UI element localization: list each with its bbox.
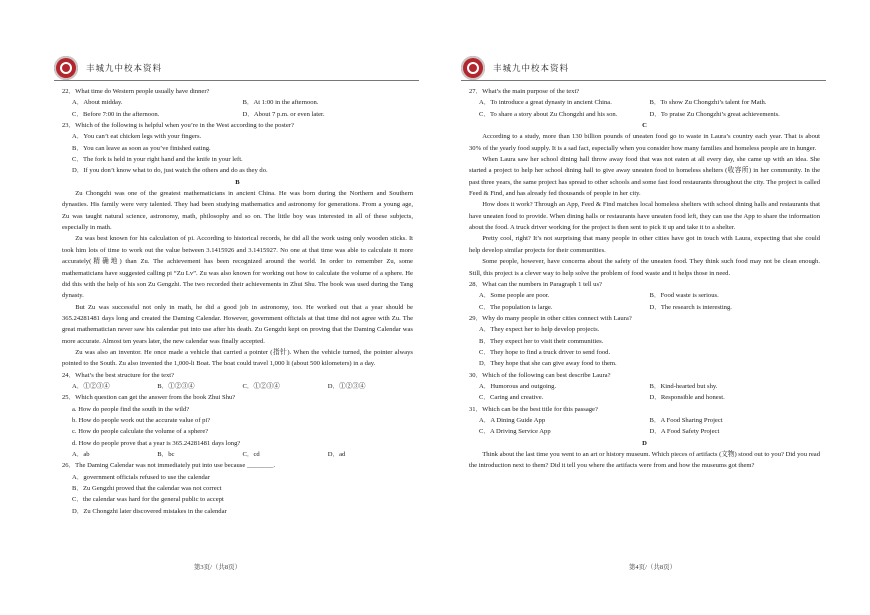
answer-option-row [469,109,820,120]
question-text: 29．Why do many people in other cities connect with Laura? [469,314,632,322]
answer-option: C．cd [242,451,260,458]
answer-option: A．①②③④ [72,382,110,390]
answer-option: D．Zu Chongzhi later discovered mistakes in the calendar [72,507,227,515]
question-text: 24．What’s the best structure for the text? [62,371,175,379]
passage-paragraph: But Zu was successful not only in math, he did a good job in astronomy, too. He worked out that a year should be 365.24281481 days long and created the Daming Calendar. However, government officials at that time did not agree with Zu. The great mathematician never saw his calendar put into use after his death. Zu Gengzhi kept on proving that the Daming Calendar was more accurate. Almost ten years later, the new calendar was finally accepted. [62,303,415,345]
passage-paragraph: When Laura saw her school dining hall throw away food that was not eaten at all every day, she came up with an idea. She started a project to help her school dining hall to give away uneaten food to homeless shelters (收容所) in her community. In the past three years, the same project has spread to other schools and some fast food restaurants throughout the city. The project is called Feed & Find, and has already fed thousands of people in her city. [469,156,822,198]
question-text: 30．Which of the following can best describe Laura? [469,371,611,379]
answer-option: A．Humorous and outgoing. [479,382,557,390]
answer-option-row [62,381,413,392]
answer-option: D．They hope that she can give away food to them. [479,360,617,368]
answer-option: A．They expect her to help develop projects. [479,326,600,334]
answer-option: D．A Food Safety Project [649,428,720,436]
answer-option-row [62,449,413,460]
answer-option: C．The population is large. [479,303,553,311]
sub-question: d. How do people prove that a year is 365.24281481 days long? [72,439,241,447]
answer-option: B．Zu Gengzhi proved that the calendar was not correct [72,485,222,493]
answer-option: C．Caring and creative. [479,394,544,402]
header-title: 丰城九中校本资料 [86,64,163,74]
answer-option: C．To share a story about Zu Chongzhi and his son. [479,110,618,118]
passage-paragraph: Zu was best known for his calculation of pi. According to historical records, he did all the work using only wooden sticks. It took him lots of time to work out the value between 3.1415926 and 3.1415927. No one at that time was able to calculate it more accurately(精确地) than Zu. The achievement has been recognized around the world. In order to remember Zu, some mathematicians have suggested calling pi “Zu Lv”. Zu was also known for working out how to calculate the volume of a sphere. He did this with the help of his son Zu Gengzhi. The two recorded their achievements in Zhui Shu. The book was used during the Tang dynasty. [62,235,415,300]
answer-option: C．the calendar was hard for the general public to accept [72,496,224,504]
answer-option: D．①②③④ [327,382,366,390]
answer-option: B．①②③④ [157,382,195,390]
question-text: 26．The Daming Calendar was not immediately put into use because ________. [62,462,275,470]
answer-option-row [469,290,820,301]
page-footer: 第4页/（共8页） [628,564,677,571]
answer-option: C．Before 7:00 in the afternoon. [72,110,160,118]
sub-question: c. How do people calculate the volume of a sphere? [72,428,209,436]
passage-paragraph: Zu Chongzhi was one of the greatest mathematicians in ancient China. He was born during the Northern and Southern dynasties. His family were very talented. They had been studying mathematics and astronomy for generations. From a young age, Zu was taught natural science, astronomy, math, philosophy and so on. The little boy was interested in all of these subjects, especially in math. [62,190,415,232]
question-text: 22．What time do Western people usually have dinner? [62,88,210,95]
header-rule [54,80,419,81]
section-heading: D [642,439,647,447]
answer-option: B．At 1:00 in the afternoon. [242,99,319,107]
answer-option: B．Kind-hearted but shy. [649,382,718,390]
section-heading: C [642,122,647,130]
answer-option: A．ab [72,451,90,458]
answer-option: B．They expect her to visit their communities. [479,337,604,345]
answer-option: D．To praise Zu Chongzhi’s great achievements. [649,110,780,118]
answer-option: B．Food waste is serious. [649,292,719,300]
passage-paragraph: Zu was also an inventor. He once made a vehicle that carried a pointer (指针). When the vehicle turned, the pointer always pointed to the South. Zu also invented the 1,000-li Boat. The boat could travel 1,000 li (about 500 kilometers) in a day. [62,348,415,368]
answer-option: D．Responsible and honest. [649,394,725,402]
answer-option: D．ad [327,451,346,458]
passage-paragraph: Some people, however, have concerns about the safety of the uneaten food. They think such food may not be clean enough. Still, this project is a clever way to help solve the problem of food waste and it helps those in need. [469,258,822,277]
right-page-content [469,86,820,472]
page-footer: 第3页/（共8页） [193,564,242,571]
answer-option-row [62,109,413,120]
answer-option-row [62,97,413,108]
answer-option: A．About midday. [72,99,123,107]
answer-option: A．A Dining Guide App [479,416,546,424]
answer-option: D．The research is interesting. [649,303,732,311]
answer-option: A．Some people are poor. [479,292,550,300]
answer-option: A．To introduce a great dynasty in ancient China. [479,99,612,107]
answer-option: A．government officials refused to use the calendar [72,473,210,481]
answer-option: C．The fork is held in your right hand and the knife in your left. [72,156,243,164]
question-text: 27．What’s the main purpose of the text? [469,88,580,95]
answer-option: D．About 7 p.m. or even later. [242,110,325,118]
header-rule [461,80,826,81]
answer-option-row [469,381,820,392]
question-text: 31．Which can be the best title for this passage? [469,405,598,413]
question-text: 28．What can the numbers in Paragraph 1 tell us? [469,280,602,288]
answer-option: B．bc [157,451,175,458]
school-logo-icon [461,56,485,80]
section-heading: B [235,178,240,186]
answer-option-row [469,415,820,426]
header-title: 丰城九中校本资料 [493,64,570,74]
school-logo-icon [54,56,78,80]
right-page [435,0,870,615]
answer-option: C．①②③④ [242,382,280,390]
answer-option: A．You can’t eat chicken legs with your fingers. [72,133,202,141]
answer-option: D．If you don’t know what to do, just watch the others and do as they do. [72,167,268,175]
passage-paragraph: Pretty cool, right? It’s not surprising that many people in other cities have got in touch with Laura, expecting that she could help develop similar projects for their communities. [469,235,822,254]
answer-option: C．A Driving Service App [479,428,551,436]
sub-question: b. How do people work out the accurate value of pi? [72,416,211,424]
passage-paragraph: Think about the last time you went to an art or history museum. Which pieces of artifacts (文物) stood out to you? Did you read the introduction next to them? Did it tell you where the artifacts were from and how the museums got them? [469,451,822,470]
answer-option-row [469,302,820,313]
page-header [461,55,569,81]
page-header [54,55,162,81]
answer-option-row [469,392,820,403]
question-text: 23．Which of the following is helpful when you’re in the West according to the poster? [62,122,294,130]
answer-option: C．They hope to find a truck driver to send food. [479,348,611,356]
answer-option-row [469,426,820,437]
left-page-content [62,86,413,517]
passage-paragraph: How does it work? Through an App, Feed & Find matches local homeless shelters with school dining halls and restaurants that have uneaten food to provide. When dining halls or restaurants have uneaten food left, they can use the App to share the information about the food. A truck driver working for the project is then sent to pick it up and take it to a shelter. [469,201,822,232]
answer-option: B．A Food Sharing Project [649,416,723,424]
answer-option: B．You can leave as soon as you’ve finished eating. [72,144,211,152]
answer-option-row [469,97,820,108]
sub-question: a. How do people find the south in the wild? [72,405,190,413]
question-text: 25．Which question can get the answer from the book Zhui Shu? [62,394,236,402]
passage-paragraph: According to a study, more than 130 billion pounds of uneaten food go to waste in Laura’s country each year. That is about 30% of the yearly food supply. It is a sad fact, especially when you consider how many families and homeless people are in hunger. [469,133,822,152]
answer-option: B．To show Zu Chongzhi’s talent for Math. [649,99,767,107]
